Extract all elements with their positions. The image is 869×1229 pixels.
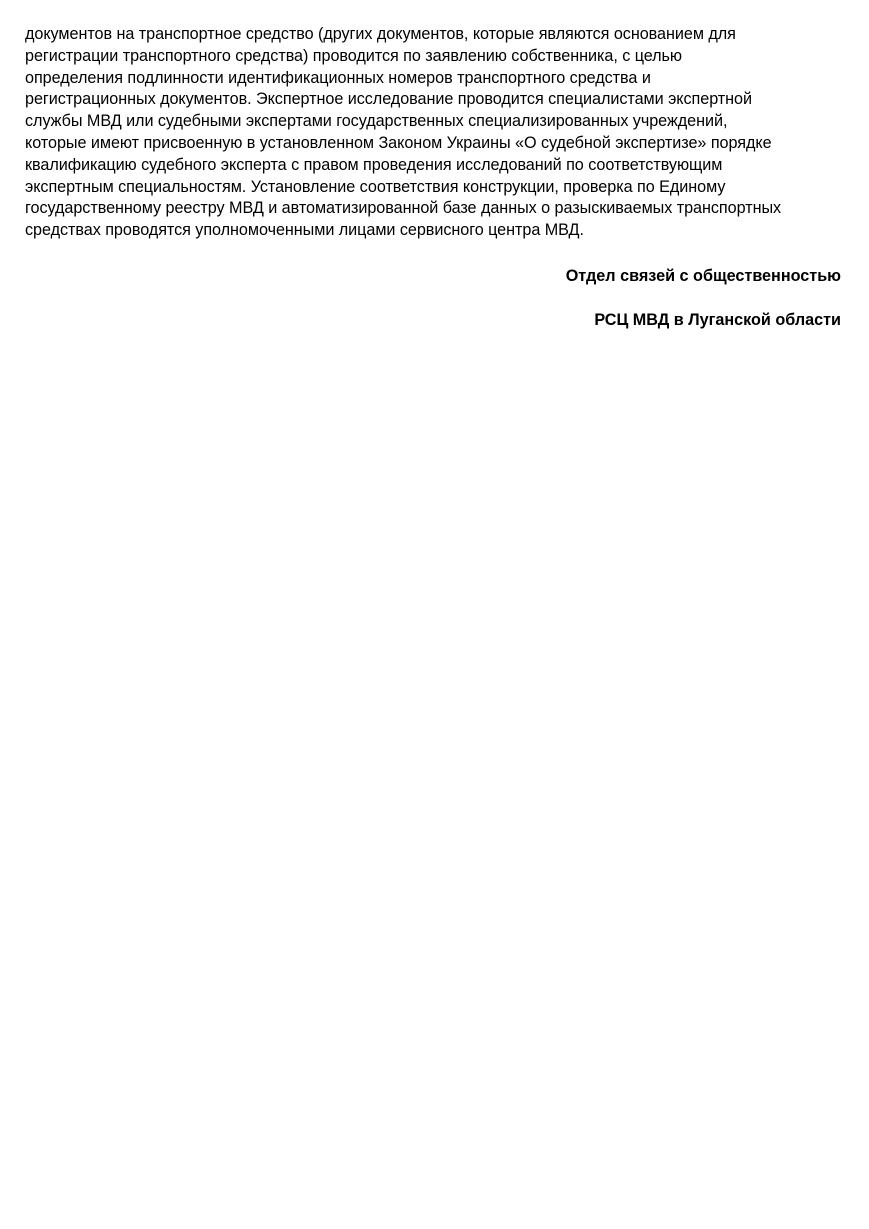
body-line: документов на транспортное средство (других документов, которые являются основанием для bbox=[25, 25, 736, 43]
signature-department: Отдел связей с общественностью bbox=[565, 267, 841, 285]
body-line: квалификацию судебного эксперта с правом проведения исследований по соответствующим bbox=[25, 155, 723, 174]
body-line: которые имеют присвоенную в установленном Законом Украины «О судебной экспертизе» порядке bbox=[25, 133, 772, 152]
body-line: регистрационных документов. Экспертное исследование проводится специалистами экспертной bbox=[25, 90, 753, 109]
body-line: регистрации транспортного средства) проводится по заявлению собственника, с целью bbox=[25, 46, 683, 65]
body-line: определения подлинности идентификационных номеров транспортного средства и bbox=[25, 68, 651, 87]
signature-organization: РСЦ МВД в Луганской области bbox=[594, 311, 841, 329]
document-content bbox=[25, 24, 845, 329]
body-line: средствах проводятся уполномоченными лицами сервисного центра МВД. bbox=[25, 221, 584, 240]
body-paragraph bbox=[25, 24, 845, 242]
body-line: службы МВД или судебными экспертами государственных специализированных учреждений, bbox=[25, 112, 728, 131]
body-line: государственному реестру МВД и автоматизированной базе данных о разыскиваемых транспортных bbox=[25, 199, 782, 218]
body-line: экспертным специальностям. Установление соответствия конструкции, проверка по Единому bbox=[25, 177, 726, 196]
